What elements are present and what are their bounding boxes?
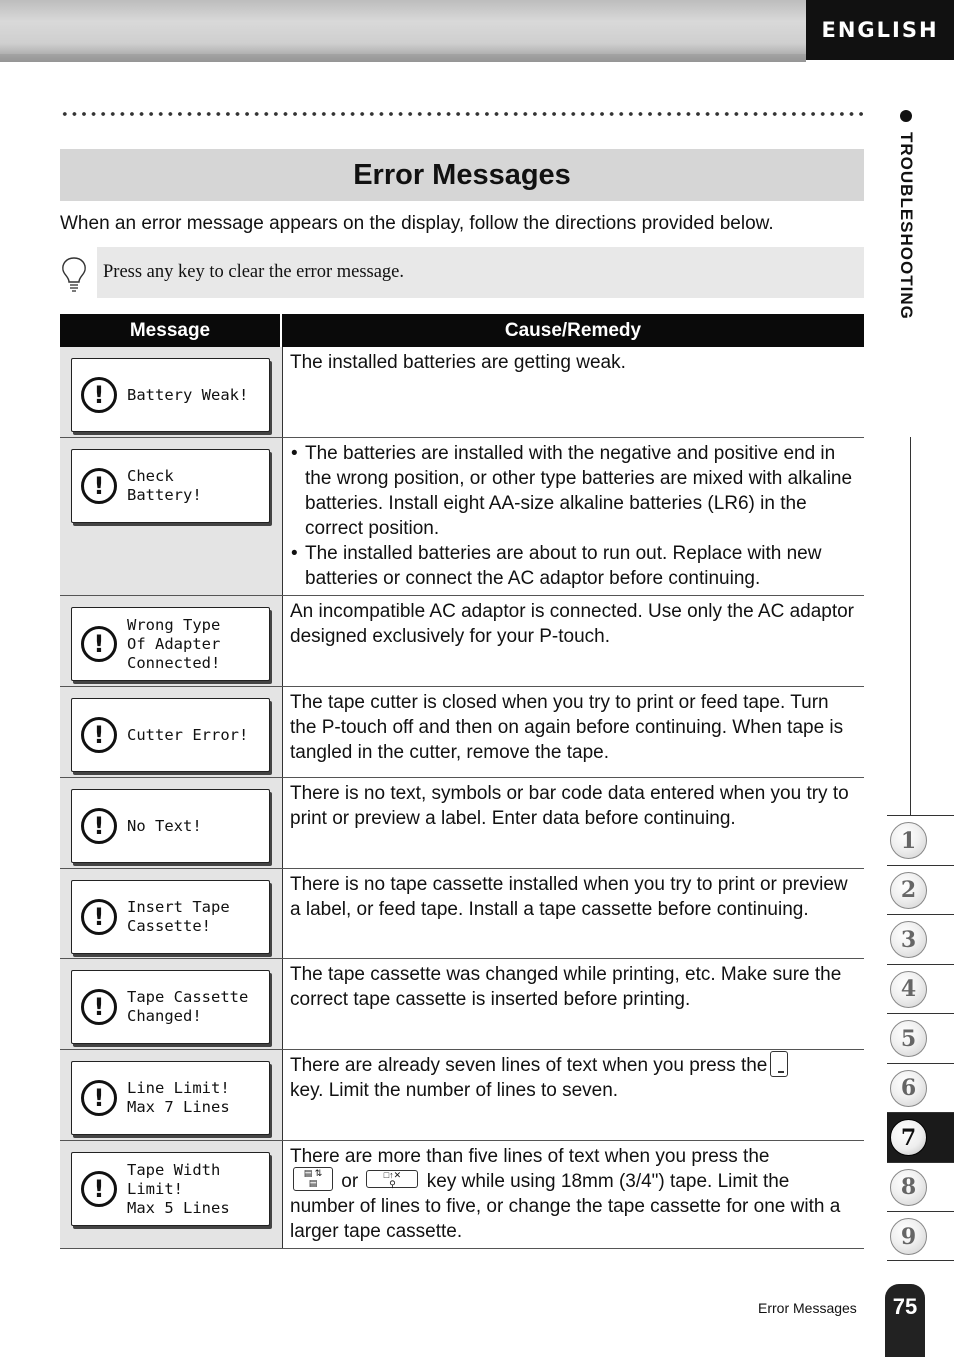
chapter-number: 8 <box>890 1169 927 1206</box>
title-bar <box>60 149 864 201</box>
language-label: ENGLISH <box>806 0 954 60</box>
table-row <box>60 1141 864 1249</box>
key-label: ▤ <box>308 1177 318 1188</box>
chapter-number: 3 <box>890 921 927 958</box>
lcd-line: Cutter Error! <box>127 725 249 744</box>
column-header-remedy: Cause/Remedy <box>504 319 642 341</box>
message-cell <box>60 869 283 958</box>
lcd-line: Max 5 Lines <box>127 1198 230 1217</box>
chapter-tab-9[interactable] <box>887 1211 954 1261</box>
exclamation-circle-icon: ! <box>81 1080 117 1116</box>
page-number: 75 <box>885 1284 925 1357</box>
chapter-tab-4[interactable] <box>887 964 954 1014</box>
remedy-cell: There is no tape cassette installed when you try to print or preview a label, or feed tape. Install a tape cassette before continuing. <box>290 874 848 920</box>
chapter-tab-3[interactable] <box>887 914 954 964</box>
lcd-line: Tape Width <box>127 1160 221 1179</box>
lcd-display <box>71 358 270 432</box>
table-row <box>60 687 864 778</box>
remedy-text: or <box>341 1171 359 1192</box>
chapter-number: 7 <box>890 1119 927 1156</box>
chapter-tab-2[interactable] <box>887 865 954 915</box>
section-side-label <box>894 110 918 350</box>
error-table <box>60 314 864 1249</box>
remedy-bullet: • The installed batteries are about to run out. Replace with new batteries or connect the AC adaptor before continuing. <box>290 541 858 591</box>
table-row <box>60 778 864 869</box>
lcd-display <box>71 1061 270 1135</box>
remedy-cell: The tape cassette was changed while printing, etc. Make sure the correct tape cassette is inserted before printing. <box>290 964 842 1010</box>
chapter-tab-7[interactable] <box>887 1112 954 1162</box>
lcd-line: Insert Tape <box>127 898 230 916</box>
key-label: ▤ ⇅ <box>303 1167 323 1178</box>
dotted-divider <box>60 111 864 117</box>
remedy-cell: There is no text, symbols or bar code data entered when you try to print or preview a label. Enter data before continuing. <box>290 783 849 829</box>
exclamation-circle-icon: ! <box>81 717 117 753</box>
table-row <box>60 438 864 596</box>
chapter-tab-1[interactable] <box>887 815 954 865</box>
lcd-display <box>71 789 270 863</box>
message-cell <box>60 347 283 437</box>
lcd-display <box>71 880 270 954</box>
lcd-line: Check <box>127 467 174 485</box>
message-cell <box>60 687 283 777</box>
remedy-text: key while using 18mm (3/4") tape. Limit the number of lines to five, or change the tape cassette for one with a larger tape cassette. <box>290 1171 841 1242</box>
lcd-line: Limit! <box>127 1179 183 1198</box>
lcd-line: Of Adapter <box>127 634 221 653</box>
message-cell <box>60 778 283 868</box>
section-name: TROUBLESHOOTING <box>897 132 916 320</box>
chapter-tabs <box>887 815 954 1261</box>
table-row <box>60 1050 864 1141</box>
remedy-text: There are more than five lines of text when you press the <box>290 1146 770 1167</box>
lcd-line: Changed! <box>127 1007 202 1025</box>
bullet-icon <box>900 110 912 122</box>
lcd-line: No Text! <box>127 816 202 835</box>
table-header <box>60 314 864 347</box>
exclamation-circle-icon: ! <box>81 377 117 413</box>
chapter-number: 2 <box>890 872 927 909</box>
message-cell <box>60 596 283 686</box>
table-row <box>60 869 864 959</box>
exclamation-circle-icon: ! <box>81 989 117 1025</box>
chapter-number: 1 <box>890 822 927 859</box>
lcd-line: Wrong Type <box>127 615 221 634</box>
side-divider <box>910 437 911 815</box>
remedy-cell <box>283 438 864 595</box>
message-cell <box>60 438 283 595</box>
chapter-tab-6[interactable] <box>887 1063 954 1113</box>
remedy-bullet: • The batteries are installed with the negative and positive end in the wrong position, or other type batteries are mixed with alkaline batteries. Install eight AA-size alkaline batteries (LR6) in the correct position. <box>290 441 858 541</box>
lcd-line: Battery! <box>127 486 202 504</box>
lcd-line: Tape Cassette <box>127 988 249 1006</box>
remedy-text: There are already seven lines of text when you press the <box>290 1055 768 1076</box>
table-row <box>60 347 864 438</box>
lcd-display <box>71 970 270 1044</box>
message-cell <box>60 959 283 1049</box>
chapter-number: 4 <box>890 971 927 1008</box>
remedy-cell: An incompatible AC adaptor is connected. Use only the AC adaptor designed exclusively for your P-touch. <box>290 601 855 647</box>
header-band <box>0 0 806 62</box>
message-cell <box>60 1141 283 1248</box>
enter-key-icon <box>770 1051 788 1077</box>
chapter-tab-5[interactable] <box>887 1013 954 1063</box>
chapter-number: 6 <box>890 1070 927 1107</box>
key-label: ⚲ <box>389 1178 396 1189</box>
page-title: Error Messages <box>353 158 571 191</box>
key-label: □↑✕ <box>383 1169 402 1180</box>
remedy-cell <box>283 1141 864 1248</box>
exclamation-circle-icon: ! <box>81 899 117 935</box>
lcd-line: Line Limit! <box>127 1079 230 1097</box>
chapter-number: 5 <box>890 1020 927 1057</box>
intro-text: When an error message appears on the display, follow the directions provided below. <box>60 213 774 234</box>
space-key-icon <box>366 1170 418 1188</box>
message-cell <box>60 1050 283 1140</box>
lcd-line: Connected! <box>127 653 221 672</box>
chapter-tab-8[interactable] <box>887 1162 954 1212</box>
lcd-display <box>71 1152 270 1226</box>
lcd-display <box>71 698 270 772</box>
lcd-line: Battery Weak! <box>127 385 249 404</box>
table-row <box>60 596 864 687</box>
column-header-message: Message <box>60 314 282 347</box>
exclamation-circle-icon: ! <box>81 808 117 844</box>
lcd-display <box>71 449 270 523</box>
remedy-cell: The tape cutter is closed when you try to print or feed tape. Turn the P-touch off and then on again before continuing. When tape is tangled in the cutter, remove the tape. <box>290 692 844 763</box>
lcd-line: Cassette! <box>127 917 211 935</box>
remedy-cell: The installed batteries are getting weak. <box>290 352 626 373</box>
note-box: Press any key to clear the error message. <box>97 247 864 298</box>
lcd-display <box>71 607 270 681</box>
print-preview-key-icon <box>293 1167 333 1191</box>
exclamation-circle-icon: ! <box>81 1171 117 1207</box>
remedy-cell <box>283 1050 864 1140</box>
exclamation-circle-icon: ! <box>81 626 117 662</box>
chapter-number: 9 <box>890 1218 927 1255</box>
table-row <box>60 959 864 1050</box>
lcd-line: Max 7 Lines <box>127 1098 230 1116</box>
exclamation-circle-icon: ! <box>81 468 117 504</box>
remedy-text: key. Limit the number of lines to seven. <box>290 1080 619 1101</box>
footer-section-name: Error Messages <box>758 1300 857 1316</box>
lightbulb-icon <box>60 256 88 292</box>
